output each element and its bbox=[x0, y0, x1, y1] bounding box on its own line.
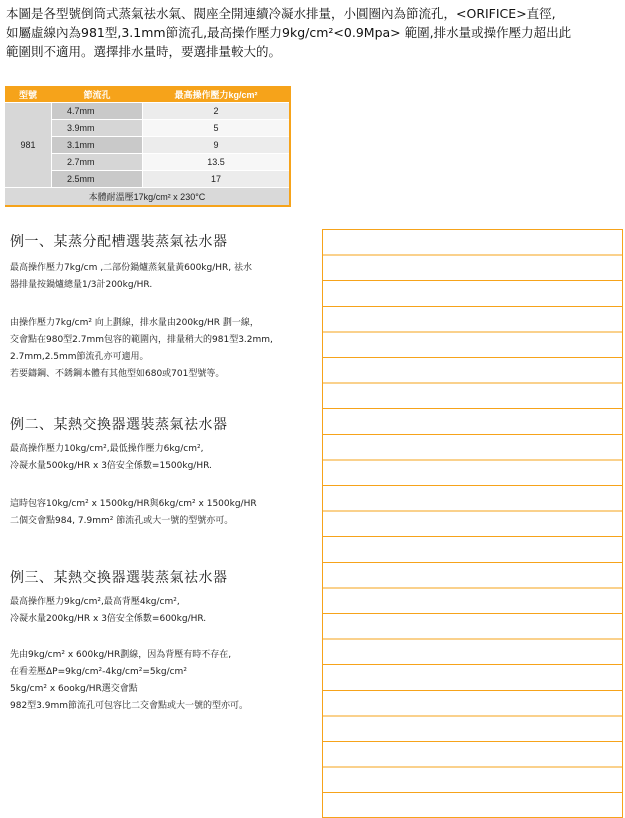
table-header-row bbox=[5, 86, 290, 103]
intro-line-1: 本圖是各型號倒筒式蒸氣祛水氣、閥座全開連續冷凝水排量，小圓圈內為節流孔，<ORIFICE>直徑, bbox=[6, 6, 556, 21]
pressure-cell: 13.5 bbox=[143, 154, 291, 171]
example-line: 先由9kg/cm² x 600kg/HR劃線，因為背壓有時不存在, bbox=[10, 650, 232, 660]
intro-line-3: 範圍則不適用。選擇排水量時，要選排量較大的。 bbox=[6, 44, 282, 59]
intro-text bbox=[6, 4, 618, 61]
example-line: 5kg/cm² x 6ookg/HR選交會點 bbox=[10, 684, 138, 694]
example-line: 若要鑄鋼、不銹鋼本體有其他型如680或701型號等。 bbox=[10, 369, 225, 379]
example-line: 982型3.9mm節流孔可包容比二交會點或大一號的型亦可。 bbox=[10, 701, 249, 711]
spec-table bbox=[5, 86, 291, 207]
example-line: 冷凝水量500kg/HR x 3倍安全係數=1500kg/HR. bbox=[10, 461, 212, 471]
example-line: 二個交會點984, 7.9mm² 節流孔或大一號的型號亦可。 bbox=[10, 516, 234, 526]
example-line: 交會點在980型2.7mm包容的範圍內，排量稍大的981型3.2mm, bbox=[10, 335, 273, 345]
example-3 bbox=[10, 567, 310, 715]
example-2 bbox=[10, 414, 310, 530]
orifice-cell: 2.7mm bbox=[52, 154, 143, 171]
table-row bbox=[5, 103, 290, 120]
example-line: 由操作壓力7kg/cm² 向上劃線，排水量由200kg/HR 劃一線， bbox=[10, 318, 259, 328]
orifice-cell: 3.1mm bbox=[52, 137, 143, 154]
example-line: 2.7mm,2.5mm節流孔亦可適用。 bbox=[10, 352, 149, 362]
example-1 bbox=[10, 231, 310, 383]
orifice-cell: 4.7mm bbox=[52, 103, 143, 120]
header-model: 型號 bbox=[5, 86, 52, 103]
header-pressure: 最高操作壓力kg/cm² bbox=[143, 86, 291, 103]
table-footer-row bbox=[5, 188, 290, 207]
ruled-notes-area bbox=[322, 229, 623, 818]
pressure-cell: 5 bbox=[143, 120, 291, 137]
intro-line-2: 如屬虛線內為981型,3.1mm節流孔,最高操作壓力9kg/cm²<0.9Mpa> 範圍,排水量或操作壓力超出此 bbox=[6, 25, 572, 40]
pressure-cell: 17 bbox=[143, 171, 291, 188]
orifice-cell: 3.9mm bbox=[52, 120, 143, 137]
example-line: 最高操作壓力10kg/cm²,最低操作壓力6kg/cm², bbox=[10, 444, 204, 454]
example-line: 最高操作壓力9kg/cm²,最高背壓4kg/cm², bbox=[10, 597, 180, 607]
example-line: 冷凝水量200kg/HR x 3倍安全係數=600kg/HR. bbox=[10, 614, 207, 624]
example-title: 例二、某熱交換器選裝蒸氣祛水器 bbox=[10, 417, 228, 433]
table-footer: 本體耐溫壓17kg/cm² x 230°C bbox=[5, 188, 290, 207]
header-orifice: 節流孔 bbox=[52, 86, 143, 103]
orifice-cell: 2.5mm bbox=[52, 171, 143, 188]
pressure-cell: 9 bbox=[143, 137, 291, 154]
model-cell: 981 bbox=[5, 103, 52, 188]
example-line: 最高操作壓力7kg/cm ,二部份鍋爐蒸氣量黃600kg/HR, 祛水 bbox=[10, 263, 252, 273]
example-title: 例一、某蒸分配槽選裝蒸氣祛水器 bbox=[10, 234, 228, 250]
example-title: 例三、某熱交換器選裝蒸氣祛水器 bbox=[10, 570, 228, 586]
pressure-cell: 2 bbox=[143, 103, 291, 120]
example-line: 在看差壓ΔP=9kg/cm²-4kg/cm²=5kg/cm² bbox=[10, 667, 187, 677]
example-line: 器排量按鍋爐總量1/3計200kg/HR. bbox=[10, 280, 153, 290]
example-line: 這時包容10kg/cm² x 1500kg/HR與6kg/cm² x 1500kg/HR bbox=[10, 499, 257, 509]
